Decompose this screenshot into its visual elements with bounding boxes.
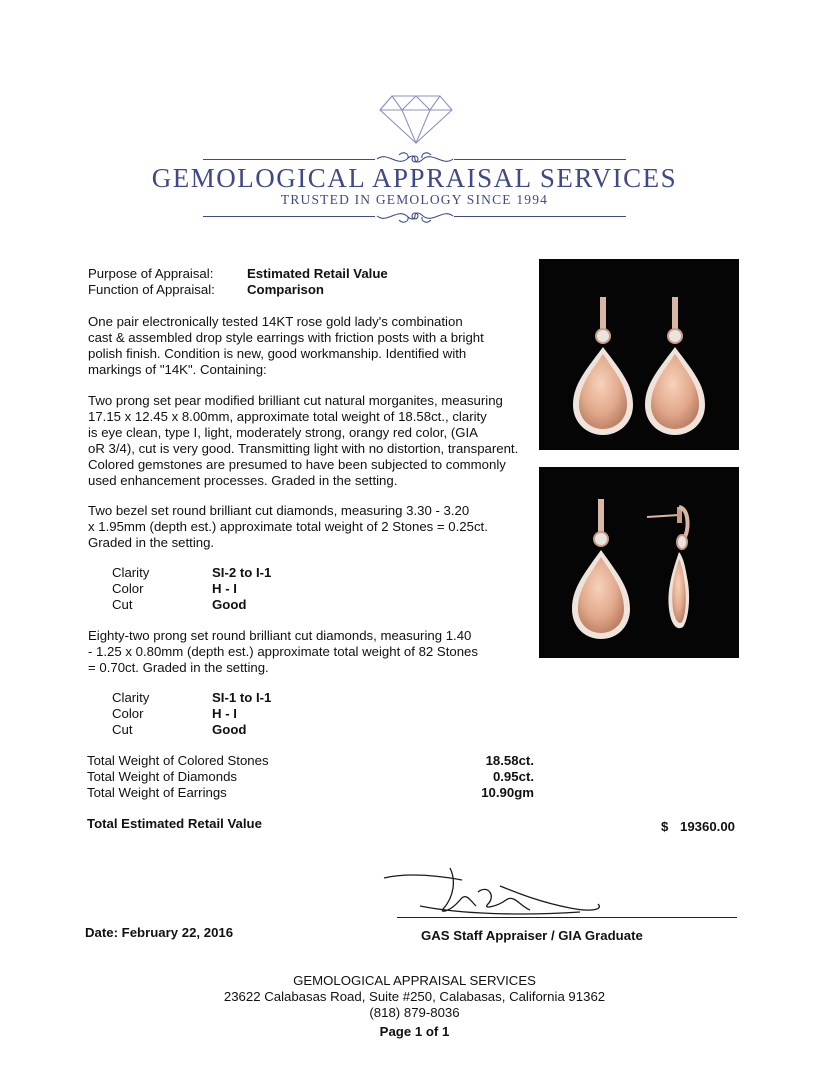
purpose-value: Estimated Retail Value — [247, 266, 388, 281]
description-line: polish finish. Condition is new, good workmanship. Identified with — [88, 346, 467, 361]
earrings-photo-front — [539, 259, 739, 450]
morganite-line: oR 3/4), cut is very good. Transmitting light with no distortion, transparent. — [88, 441, 519, 456]
prong-line: = 0.70ct. Graded in the setting. — [88, 660, 269, 675]
total-retail-value: 19360.00 — [680, 819, 736, 834]
signature-line — [397, 917, 737, 918]
appraisal-date: Date: February 22, 2016 — [85, 925, 234, 940]
page-number: Page 1 of 1 — [379, 1024, 450, 1039]
color-value: H - I — [212, 706, 237, 721]
scroll-ornament-bottom-icon — [375, 206, 455, 226]
morganite-line: Colored gemstones are presumed to have been subjected to commonly — [88, 457, 506, 472]
clarity-value: SI-2 to I-1 — [212, 565, 272, 580]
header-rule-bottom-right — [454, 216, 626, 217]
earrings-side-image — [539, 467, 739, 658]
total-earrings-label: Total Weight of Earrings — [87, 785, 227, 800]
function-value: Comparison — [247, 282, 324, 297]
brand-title: GEMOLOGICAL APPRAISAL SERVICES — [151, 163, 678, 193]
clarity-value: SI-1 to I-1 — [212, 690, 272, 705]
cut-value: Good — [212, 722, 247, 737]
brand-tagline: TRUSTED IN GEMOLOGY SINCE 1994 — [280, 192, 549, 207]
header-rule-top — [203, 159, 375, 160]
description-line: One pair electronically tested 14KT rose gold lady's combination — [88, 314, 463, 329]
prong-line: Eighty-two prong set round brilliant cut diamonds, measuring 1.40 — [88, 628, 472, 643]
clarity-label: Clarity — [112, 690, 150, 705]
total-diamonds-label: Total Weight of Diamonds — [87, 769, 238, 784]
morganite-description — [88, 393, 538, 489]
footer-phone: (818) 879-8036 — [369, 1005, 460, 1020]
currency-symbol: $ — [661, 819, 669, 834]
total-colored-value: 18.58ct. — [485, 753, 534, 768]
footer-company: GEMOLOGICAL APPRAISAL SERVICES — [293, 973, 536, 988]
color-value: H - I — [212, 581, 237, 596]
morganite-line: is eye clean, type I, light, moderately strong, orangy red color, (GIA — [88, 425, 478, 440]
footer-address: 23622 Calabasas Road, Suite #250, Calabasas, California 91362 — [223, 989, 606, 1004]
color-label: Color — [112, 706, 144, 721]
appraiser-title: GAS Staff Appraiser / GIA Graduate — [421, 928, 643, 943]
purpose-label: Purpose of Appraisal: — [88, 266, 214, 281]
grades-prong — [112, 690, 362, 738]
item-description — [88, 314, 528, 378]
header-rule-top-right — [454, 159, 626, 160]
total-diamonds-value: 0.95ct. — [492, 769, 534, 784]
appraiser-signature — [380, 866, 610, 922]
cut-label: Cut — [112, 597, 133, 612]
bezel-line: x 1.95mm (depth est.) approximate total weight of 2 Stones = 0.25ct. — [88, 519, 488, 534]
earrings-photo-side — [539, 467, 739, 658]
prong-line: - 1.25 x 0.80mm (depth est.) approximate total weight of 82 Stones — [88, 644, 478, 659]
bezel-line: Graded in the setting. — [88, 535, 215, 550]
morganite-line: Two prong set pear modified brilliant cut natural morganites, measuring — [88, 393, 503, 408]
bezel-diamond-description — [88, 503, 528, 551]
description-line: cast & assembled drop style earrings with friction posts with a bright — [88, 330, 484, 345]
clarity-label: Clarity — [112, 565, 150, 580]
total-retail-label: Total Estimated Retail Value — [87, 816, 262, 831]
bezel-line: Two bezel set round brilliant cut diamonds, measuring 3.30 - 3.20 — [88, 503, 470, 518]
grades-bezel — [112, 565, 362, 613]
total-earrings-value: 10.90gm — [481, 785, 534, 800]
morganite-line: used enhancement processes. Graded in the setting. — [88, 473, 398, 488]
color-label: Color — [112, 581, 144, 596]
header-rule-bottom — [203, 216, 375, 217]
cut-value: Good — [212, 597, 247, 612]
diamond-logo-icon — [376, 93, 456, 145]
cut-label: Cut — [112, 722, 133, 737]
morganite-line: 17.15 x 12.45 x 8.00mm, approximate total weight of 18.58ct., clarity — [88, 409, 487, 424]
total-colored-label: Total Weight of Colored Stones — [87, 753, 269, 768]
earrings-front-image — [539, 259, 739, 450]
function-label: Function of Appraisal: — [88, 282, 215, 297]
description-line: markings of "14K". Containing: — [88, 362, 267, 377]
prong-diamond-description — [88, 628, 528, 676]
